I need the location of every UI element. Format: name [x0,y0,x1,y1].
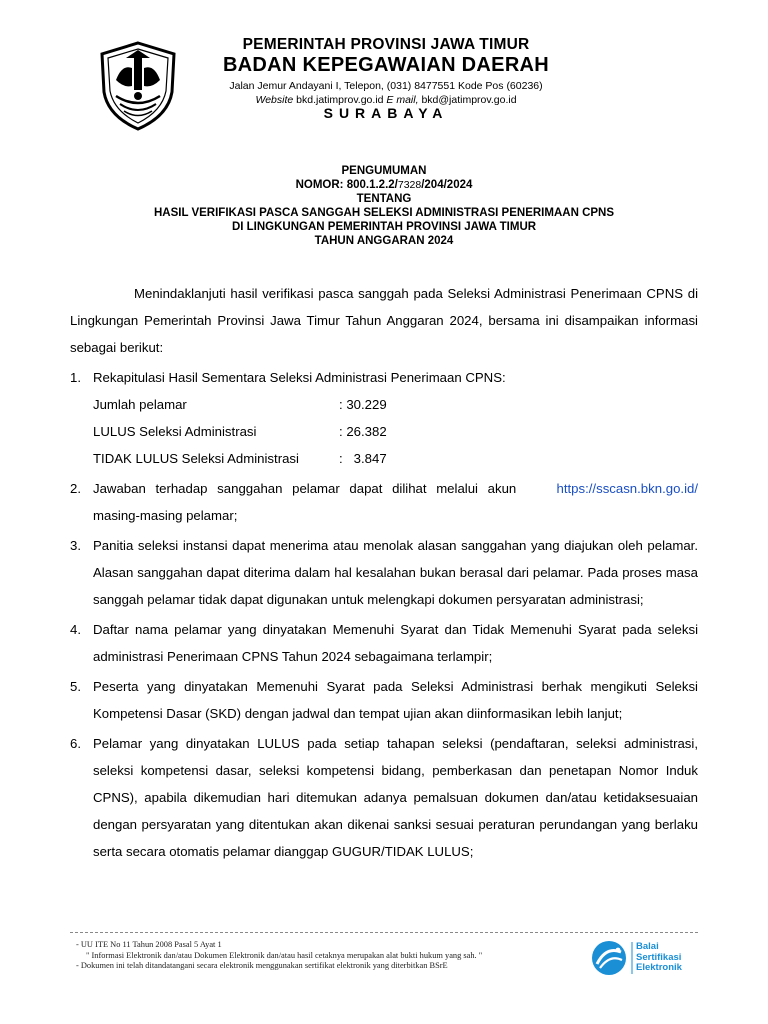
sscasn-link[interactable]: https://sscasn.bkn.go.id/ [556,481,698,496]
list-item-4 [70,616,698,670]
stat-label: Jumlah pelamar [93,397,187,412]
intro-paragraph: Menindaklanjuti hasil verifikasi pasca sanggah pada Seleksi Administrasi Penerimaan CPNS di Lingkungan Pemerintah Provinsi Jawa Timur Tahun Anggaran 2024, bersama ini disampaikan informasi sebagai berikut: [70,286,698,355]
list-item-6 [70,730,698,865]
letterhead-agency: BADAN KEPEGAWAIAN DAERAH [222,54,550,76]
item-number: 5. [70,679,81,694]
announcement-heading [60,164,708,248]
stat-row-passed [93,418,698,445]
list-item-3 [70,532,698,613]
letterhead-address: Jalan Jemur Andayani I, Telepon, (031) 8477551 Kode Pos (60236) [229,80,543,92]
stat-row-applicants [93,391,698,418]
stat-value: : 3.847 [339,451,387,466]
number-mid: 7328 [397,179,422,191]
website-text: bkd.jatimprov.go.id [296,94,384,106]
website-label: Website [255,94,294,106]
stat-label: TIDAK LULUS Seleksi Administrasi [93,451,299,466]
bsre-wordmark [636,942,682,974]
number-suffix: /204/2024 [421,179,473,191]
announcement-number [60,178,708,192]
letterhead-city: SURABAYA [323,105,449,121]
number-prefix: NOMOR: 800.1.2.2/ [295,179,398,191]
item-number: 1. [70,370,81,385]
footer-line-signature: - Dokumen ini telah ditandatangani secara elektronik menggunakan sertifikat elektronik yang diterbitkan BSrE [76,961,448,970]
item-text: Jawaban terhadap sanggahan pelamar dapat dilihat melalui akun [93,481,517,496]
stat-value: : 30.229 [339,397,387,412]
stat-row-failed [93,445,698,472]
footer-divider [70,932,698,933]
announcement-subject-3: TAHUN ANGGARAN 2024 [314,235,454,247]
footer-line-quote: " Informasi Elektronik dan/atau Dokumen Elektronik dan/atau hasil cetaknya merupakan alat bukti hukum yang sah. " [86,950,483,960]
item-text: Panitia seleksi instansi dapat menerima atau menolak alasan sanggahan yang diajukan oleh pelamar. Alasan sanggahan dapat diterima dalam hal kesalahan bukan berasal dari pelamar. Pada proses masa sanggah pelamar tidak dapat digunakan untuk melengkapi dokumen persyaratan administrasi; [93,538,698,607]
item-number: 6. [70,736,81,751]
email-text: bkd@jatimprov.go.id [421,94,517,106]
item-text: Pelamar yang dinyatakan LULUS pada setiap tahapan seleksi (pendaftaran, seleksi administrasi, seleksi kompetensi dasar, seleksi kompetensi bidang, pemberkasan dan penetapan Nomor Induk CPNS), apabila dikemudian hari ditemukan adanya pemalsuan dokumen dan/atau ketidaksesuaian dengan persyaratan yang ditentukan akan dikenai sanksi sesuai peraturan perundangan yang berlaku serta secara otomatis pelamar dianggap GUGUR/TIDAK LULUS; [93,736,698,859]
document-body [70,280,698,865]
announcement-subject-1: HASIL VERIFIKASI PASCA SANGGAH SELEKSI ADMINISTRASI PENERIMAAN CPNS [153,207,615,219]
item-text: Rekapitulasi Hasil Sementara Seleksi Administrasi Penerimaan CPNS: [93,370,506,385]
jawa-timur-emblem-icon [96,40,180,132]
item-number: 4. [70,622,81,637]
item-text: Daftar nama pelamar yang dinyatakan Memenuhi Syarat dan Tidak Memenuhi Syarat pada seleksi administrasi Penerimaan CPNS Tahun 2024 sebagaimana terlampir; [93,622,698,664]
stat-label: LULUS Seleksi Administrasi [93,424,257,439]
item-text: Peserta yang dinyatakan Memenuhi Syarat pada Seleksi Administrasi berhak mengikuti Seleksi Kompetensi Dasar (SKD) dengan jadwal dan tempat ujian akan diinformasikan lebih lanjut; [93,679,698,721]
list-item-5 [70,673,698,727]
bsre-word-1: Balai [636,941,659,952]
footer-line-law: - UU ITE No 11 Tahun 2008 Pasal 5 Ayat 1 [76,940,222,949]
announcement-about: TENTANG [356,193,412,205]
email-label: E mail, [386,94,419,106]
announcement-title: PENGUMUMAN [341,165,427,177]
letterhead-government: PEMERINTAH PROVINSI JAWA TIMUR [242,36,530,53]
item-text-continued: masing-masing pelamar; [93,508,238,523]
item-number: 3. [70,538,81,553]
announcement-subject-2: DI LINGKUNGAN PEMERINTAH PROVINSI JAWA TIMUR [231,221,537,233]
footer-notes [76,940,576,972]
item-number: 2. [70,481,81,496]
list-item-2 [70,475,698,529]
list-item-1 [70,364,698,472]
stat-value: : 26.382 [339,424,387,439]
bsre-word-3: Elektronik [636,962,682,973]
bsre-word-2: Sertifikasi [636,951,682,963]
